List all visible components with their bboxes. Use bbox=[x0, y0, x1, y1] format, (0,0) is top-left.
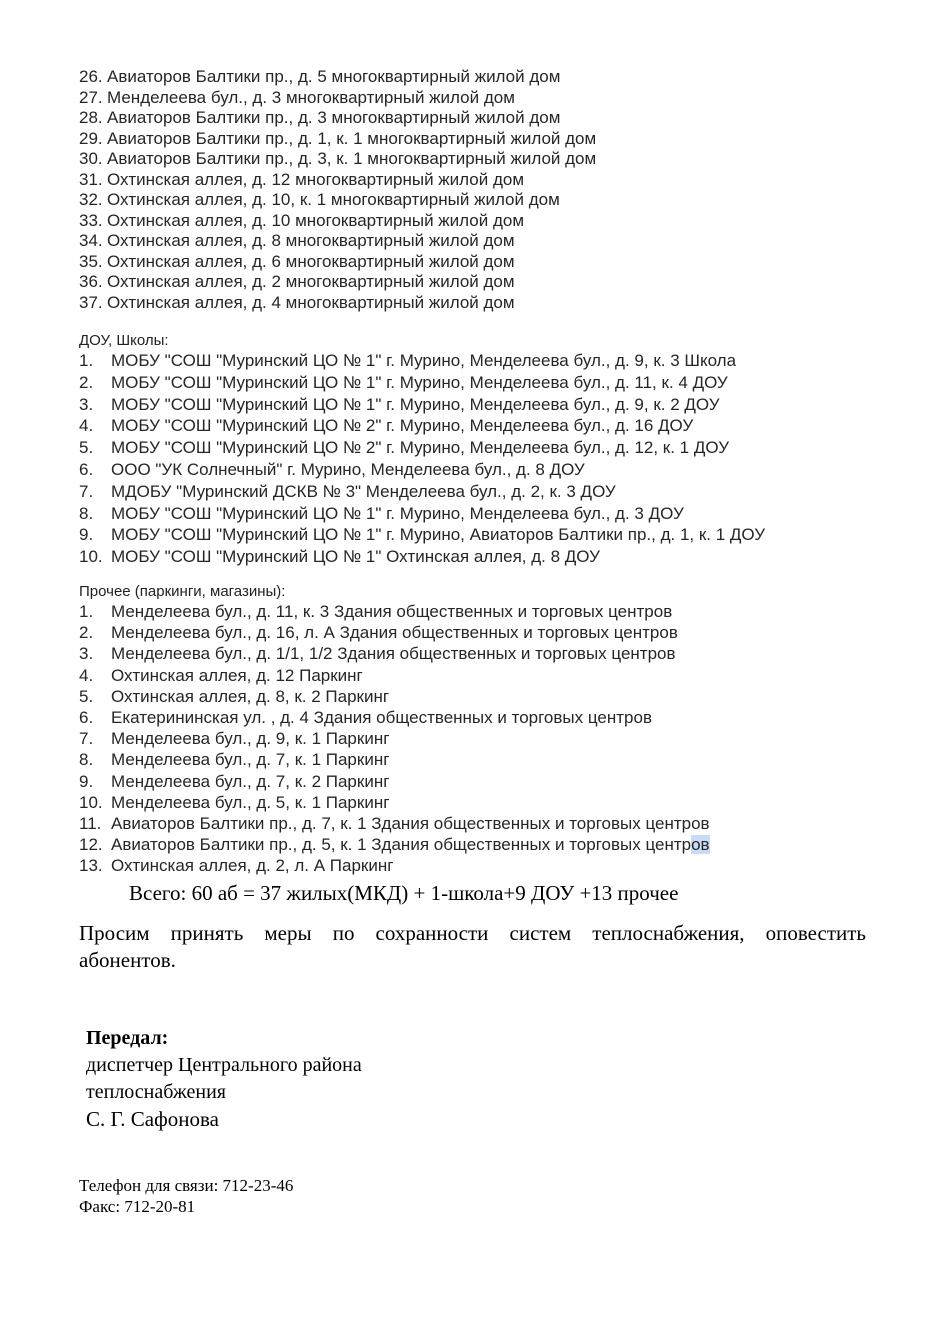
list-item-number: 8. bbox=[79, 503, 94, 523]
list-item-number: 31. bbox=[79, 169, 103, 189]
list-item-text: Авиаторов Балтики пр., д. 3 многоквартирный жилой дом bbox=[107, 108, 561, 127]
list-item-text: МОБУ "СОШ "Муринский ЦО № 1" Охтинская аллея, д. 8 ДОУ bbox=[111, 547, 600, 567]
list-item bbox=[79, 665, 866, 686]
list-item bbox=[79, 231, 866, 252]
list-item bbox=[79, 686, 866, 707]
list-item-number: 36. bbox=[79, 272, 103, 291]
list-item-text: Охтинская аллея, д. 8, к. 2 Паркинг bbox=[111, 686, 390, 706]
list-item-text: Охтинская аллея, д. 2, л. А Паркинг bbox=[111, 856, 394, 876]
list-item-text: Менделеева бул., д. 3 многоквартирный жилой дом bbox=[107, 87, 515, 107]
list-item bbox=[79, 170, 866, 191]
list-item-number: 30. bbox=[79, 149, 103, 168]
list-item bbox=[79, 771, 866, 792]
list-item-number: 2. bbox=[79, 372, 94, 392]
notice-paragraph bbox=[79, 920, 866, 974]
list-item-text: Охтинская аллея, д. 12 Паркинг bbox=[111, 665, 363, 685]
list-item-number: 8. bbox=[79, 750, 94, 770]
list-item bbox=[79, 622, 866, 643]
selected-text-highlight: ов bbox=[691, 835, 710, 855]
list-item-text-prefix: Авиаторов Балтики пр., д. 5, к. 1 Здания общественных и торговых центр bbox=[111, 835, 692, 855]
list-item-number: 9. bbox=[79, 525, 94, 545]
list-item-number: 6. bbox=[79, 707, 94, 727]
list-item-text: Менделеева бул., д. 16, л. А Здания общественных и торговых центров bbox=[111, 623, 678, 643]
list-item-text: Менделеева бул., д. 9, к. 1 Паркинг bbox=[111, 729, 390, 749]
list-item-number: 12. bbox=[79, 835, 103, 855]
list-item-number: 28. bbox=[79, 108, 103, 127]
section-heading-other: Прочее (паркинги, магазины): bbox=[79, 582, 286, 600]
list-item bbox=[79, 834, 866, 855]
schools-list bbox=[79, 350, 866, 568]
list-item-number: 32. bbox=[79, 190, 103, 209]
list-item bbox=[79, 372, 866, 394]
list-item-text: Менделеева бул., д. 7, к. 2 Паркинг bbox=[111, 771, 390, 791]
list-item bbox=[79, 481, 866, 503]
list-item-text bbox=[111, 835, 710, 854]
list-item bbox=[79, 350, 866, 372]
list-item bbox=[79, 707, 866, 728]
list-item-number: 37. bbox=[79, 292, 103, 312]
list-item-number: 10. bbox=[79, 547, 103, 567]
list-item-number: 4. bbox=[79, 665, 94, 685]
list-item-number: 2. bbox=[79, 623, 94, 643]
list-item-text: МОБУ "СОШ "Муринский ЦО № 1" г. Мурино, Менделеева бул., д. 11, к. 4 ДОУ bbox=[111, 372, 728, 392]
list-item-text: Екатерининская ул. , д. 4 Здания общественных и торговых центров bbox=[111, 707, 652, 727]
list-item-number: 1. bbox=[79, 601, 94, 621]
list-item bbox=[79, 211, 866, 232]
list-item-text: Менделеева бул., д. 7, к. 1 Паркинг bbox=[111, 750, 390, 770]
list-item-text: МОБУ "СОШ "Муринский ЦО № 1" г. Мурино, Авиаторов Балтики пр., д. 1, к. 1 ДОУ bbox=[111, 525, 766, 545]
list-item bbox=[79, 855, 866, 876]
list-item-text: МОБУ "СОШ "Муринский ЦО № 2" г. Мурино, Менделеева бул., д. 16 ДОУ bbox=[111, 416, 694, 436]
list-item bbox=[79, 149, 866, 170]
list-item bbox=[79, 459, 866, 481]
list-item-number: 4. bbox=[79, 416, 94, 436]
list-item-text: ООО "УК Солнечный" г. Мурино, Менделеева бул., д. 8 ДОУ bbox=[111, 459, 585, 479]
list-item-text: Авиаторов Балтики пр., д. 5 многоквартирный жилой дом bbox=[107, 67, 561, 86]
list-item bbox=[79, 272, 866, 293]
list-item bbox=[79, 67, 866, 88]
contact-block bbox=[79, 1175, 866, 1218]
list-item-number: 3. bbox=[79, 394, 94, 414]
list-item-number: 5. bbox=[79, 438, 94, 458]
list-item-number: 5. bbox=[79, 686, 94, 706]
list-item-text: Авиаторов Балтики пр., д. 7, к. 1 Здания общественных и торговых центров bbox=[111, 814, 710, 833]
list-item-number: 11. bbox=[79, 814, 102, 833]
list-item-number: 35. bbox=[79, 251, 103, 271]
list-item bbox=[79, 437, 866, 459]
list-item bbox=[79, 190, 866, 211]
list-item-text: Менделеева бул., д. 5, к. 1 Паркинг bbox=[111, 792, 390, 812]
signature-role-line-2: теплоснабжения bbox=[86, 1080, 226, 1103]
list-item-text: Менделеева бул., д. 11, к. 3 Здания общественных и торговых центров bbox=[111, 601, 673, 621]
list-item-number: 13. bbox=[79, 856, 103, 876]
list-item-text: Охтинская аллея, д. 6 многоквартирный жилой дом bbox=[107, 251, 515, 271]
list-item bbox=[79, 503, 866, 525]
list-item-number: 7. bbox=[79, 481, 94, 501]
list-item-number: 3. bbox=[79, 644, 94, 664]
list-item-text: Охтинская аллея, д. 12 многоквартирный жилой дом bbox=[107, 169, 525, 189]
list-item-number: 9. bbox=[79, 771, 94, 791]
fax-line: Факс: 712-20-81 bbox=[79, 1197, 196, 1217]
signature-name: С. Г. Сафонова bbox=[86, 1106, 219, 1131]
list-item bbox=[79, 728, 866, 749]
list-item-number: 10. bbox=[79, 792, 103, 812]
list-item-number: 26. bbox=[79, 67, 103, 86]
list-item-text: Охтинская аллея, д. 10 многоквартирный жилой дом bbox=[107, 210, 525, 230]
residential-buildings-list bbox=[79, 67, 866, 313]
signature-role-line-1: диспетчер Центрального района bbox=[86, 1053, 362, 1076]
list-item-number: 6. bbox=[79, 459, 94, 479]
list-item bbox=[79, 88, 866, 109]
list-item bbox=[79, 415, 866, 437]
signature-block bbox=[86, 1025, 866, 1133]
list-item bbox=[79, 601, 866, 622]
list-item-text: Охтинская аллея, д. 4 многоквартирный жилой дом bbox=[107, 292, 515, 312]
signature-label: Передал: bbox=[86, 1026, 169, 1049]
list-item-number: 27. bbox=[79, 87, 103, 107]
list-item-text: МОБУ "СОШ "Муринский ЦО № 1" г. Мурино, Менделеева бул., д. 3 ДОУ bbox=[111, 503, 684, 523]
list-item-text: Авиаторов Балтики пр., д. 3, к. 1 многоквартирный жилой дом bbox=[107, 149, 597, 168]
list-item bbox=[79, 129, 866, 150]
list-item-number: 33. bbox=[79, 210, 103, 230]
list-item bbox=[79, 293, 866, 314]
list-item-number: 29. bbox=[79, 128, 103, 148]
list-item-number: 1. bbox=[79, 351, 94, 370]
list-item-text: Авиаторов Балтики пр., д. 1, к. 1 многоквартирный жилой дом bbox=[107, 128, 597, 148]
list-item-text: Охтинская аллея, д. 2 многоквартирный жилой дом bbox=[107, 272, 515, 291]
list-item-text: МДОБУ "Муринский ДСКВ № 3" Менделеева бул., д. 2, к. 3 ДОУ bbox=[111, 481, 616, 501]
list-item-text: Охтинская аллея, д. 10, к. 1 многоквартирный жилой дом bbox=[107, 190, 560, 209]
list-item bbox=[79, 252, 866, 273]
other-objects-list bbox=[79, 601, 866, 877]
phone-line: Телефон для связи: 712-23-46 bbox=[79, 1175, 294, 1195]
section-heading-schools: ДОУ, Школы: bbox=[79, 332, 169, 349]
list-item-text: МОБУ "СОШ "Муринский ЦО № 2" г. Мурино, Менделеева бул., д. 12, к. 1 ДОУ bbox=[111, 438, 729, 458]
list-item bbox=[79, 394, 866, 416]
list-item bbox=[79, 643, 866, 664]
total-summary-line: Всего: 60 аб = 37 жилых(МКД) + 1-школа+9 ДОУ +13 прочее bbox=[129, 880, 679, 905]
list-item-number: 34. bbox=[79, 231, 103, 250]
list-item-text: МОБУ "СОШ "Муринский ЦО № 1" г. Мурино, Менделеева бул., д. 9, к. 3 Школа bbox=[111, 351, 737, 370]
list-item bbox=[79, 524, 866, 546]
list-item bbox=[79, 108, 866, 129]
list-item bbox=[79, 749, 866, 770]
list-item-text: МОБУ "СОШ "Муринский ЦО № 1" г. Мурино, Менделеева бул., д. 9, к. 2 ДОУ bbox=[111, 394, 720, 414]
list-item bbox=[79, 792, 866, 813]
notice-line-1: Просим принять меры по сохранности систем теплоснабжения, оповестить bbox=[79, 920, 866, 945]
list-item-text: Менделеева бул., д. 1/1, 1/2 Здания общественных и торговых центров bbox=[111, 644, 676, 664]
list-item-text: Охтинская аллея, д. 8 многоквартирный жилой дом bbox=[107, 231, 515, 250]
notice-line-2: абонентов. bbox=[79, 947, 176, 972]
list-item bbox=[79, 813, 866, 834]
list-item-number: 7. bbox=[79, 729, 94, 749]
list-item bbox=[79, 546, 866, 568]
